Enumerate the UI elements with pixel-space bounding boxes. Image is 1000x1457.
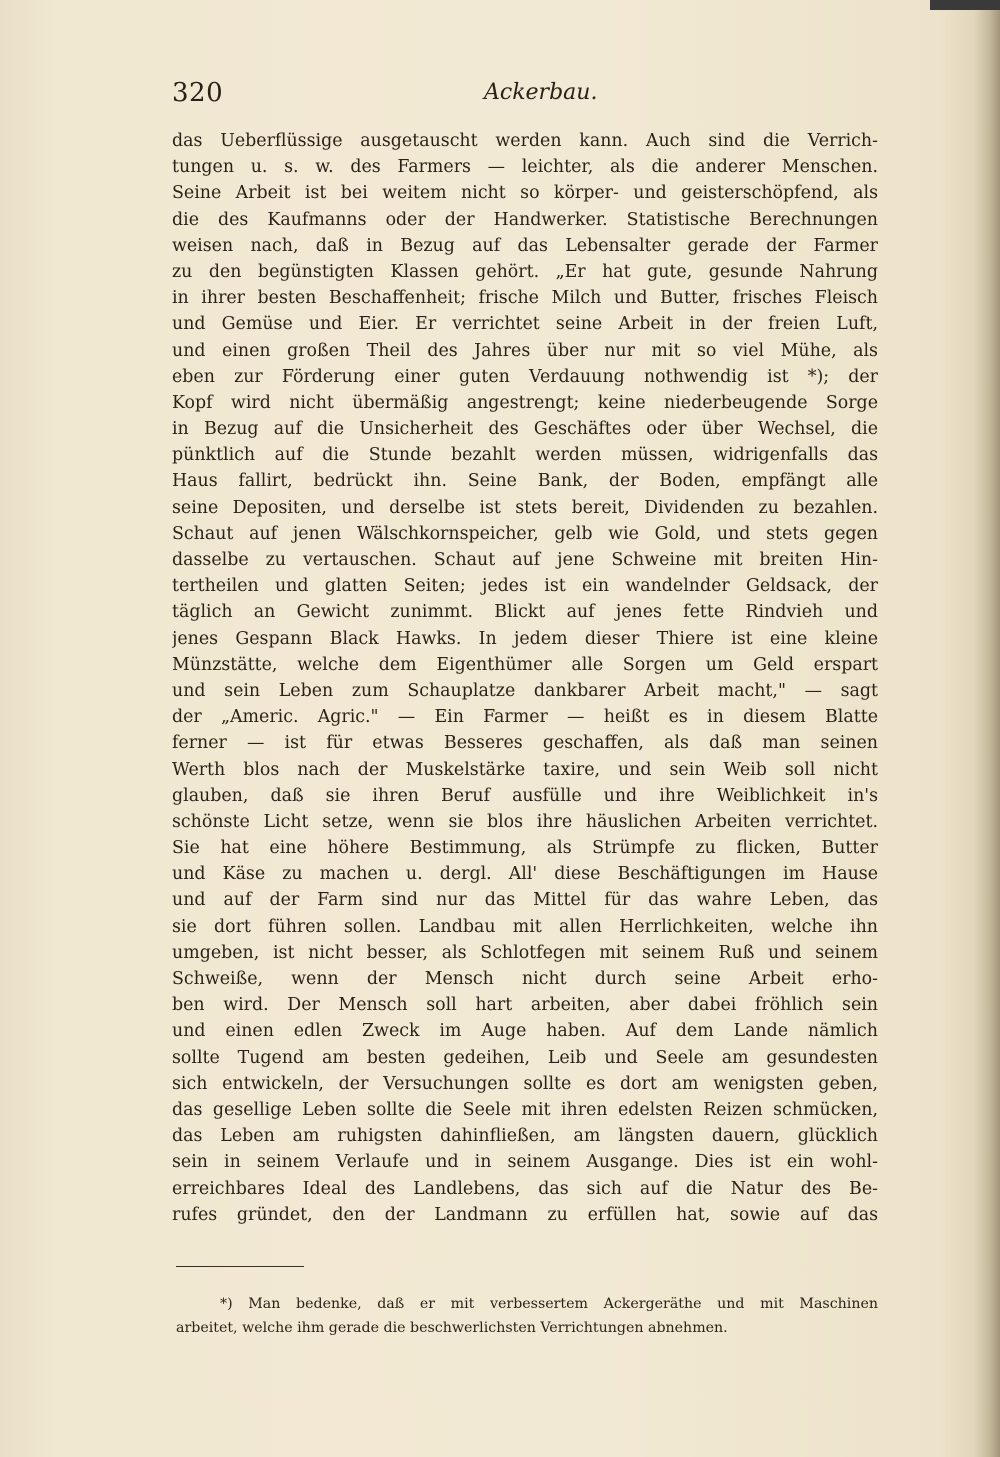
- footnote-line: arbeitet, welche ihm gerade die beschwerlichsten Verrichtungen abnehmen.: [176, 1320, 728, 1336]
- text-line: ferner — ist für etwas Besseres geschaffen, als daß man seinen: [172, 733, 878, 754]
- text-line: täglich an Gewicht zunimmt. Blickt auf jenes fette Rindvieh und: [172, 602, 878, 623]
- text-line: glauben, daß sie ihren Beruf ausfülle und ihre Weiblichkeit in's: [172, 785, 878, 806]
- text-line: schönste Licht setze, wenn sie blos ihre häuslichen Arbeiten verrichtet.: [172, 811, 878, 832]
- text-line: erreichbares Ideal des Landlebens, das sich auf die Natur des Be-: [172, 1178, 878, 1199]
- text-line: ben wird. Der Mensch soll hart arbeiten, aber dabei fröhlich sein: [172, 995, 878, 1016]
- text-line: Münzstätte, welche dem Eigenthümer alle Sorgen um Geld erspart: [172, 654, 878, 675]
- running-head: Ackerbau.: [484, 80, 598, 105]
- text-line: Sie hat eine höhere Bestimmung, als Strümpfe zu flicken, Butter: [172, 838, 878, 859]
- footnote-rule: [176, 1266, 304, 1267]
- text-line: in ihrer besten Beschaffenheit; frische Milch und Butter, frisches Fleisch: [172, 288, 878, 309]
- footnote-line: *) Man bedenke, daß er mit verbessertem Ackergeräthe und mit Maschinen: [220, 1296, 878, 1312]
- text-line: und Gemüse und Eier. Er verrichtet seine Arbeit in der freien Luft,: [172, 314, 878, 335]
- text-line: Schaut auf jenen Wälschkornspeicher, gelb wie Gold, und stets gegen: [172, 523, 878, 544]
- text-line: Haus fallirt, bedrückt ihn. Seine Bank, der Boden, empfängt alle: [172, 471, 878, 492]
- text-line: eben zur Förderung einer guten Verdauung nothwendig ist *); der: [172, 366, 878, 387]
- text-line: und einen großen Theil des Jahres über nur mit so viel Mühe, als: [172, 340, 878, 361]
- footnotes: [176, 1292, 878, 1340]
- text-line: jenes Gespann Black Hawks. In jedem dieser Thiere ist eine kleine: [172, 628, 878, 649]
- text-line: und einen edlen Zweck im Auge haben. Auf dem Lande nämlich: [172, 1021, 878, 1042]
- text-line: Kopf wird nicht übermäßig angestrengt; keine niederbeugende Sorge: [172, 392, 878, 413]
- body-text: [172, 128, 878, 1228]
- text-line: und sein Leben zum Schauplatze dankbarer Arbeit macht," — sagt: [172, 680, 878, 701]
- text-line: Werth blos nach der Muskelstärke taxire, und sein Weib soll nicht: [172, 759, 878, 780]
- text-line: das gesellige Leben sollte die Seele mit ihren edelsten Reizen schmücken,: [172, 1099, 878, 1120]
- text-line: sie dort führen sollen. Landbau mit allen Herrlichkeiten, welche ihn: [172, 916, 878, 937]
- text-line: in Bezug auf die Unsicherheit des Geschäftes oder über Wechsel, die: [172, 419, 878, 440]
- page-header: [172, 72, 884, 112]
- page-edge-shadow: [974, 0, 1000, 1457]
- text-line: tertheilen und glatten Seiten; jedes ist ein wandelnder Geldsack, der: [172, 576, 878, 597]
- text-line: pünktlich auf die Stunde bezahlt werden müssen, widrigenfalls das: [172, 445, 878, 466]
- text-line: seine Depositen, und derselbe ist stets bereit, Dividenden zu bezahlen.: [172, 497, 878, 518]
- text-line: und Käse zu machen u. dergl. All' diese Beschäftigungen im Hause: [172, 864, 878, 885]
- text-line: und auf der Farm sind nur das Mittel für das wahre Leben, das: [172, 890, 878, 911]
- text-line: zu den begünstigten Klassen gehört. „Er hat gute, gesunde Nahrung: [172, 261, 878, 282]
- text-line: dasselbe zu vertauschen. Schaut auf jene Schweine mit breiten Hin-: [172, 550, 878, 570]
- text-line: sollte Tugend am besten gedeihen, Leib und Seele am gesundesten: [172, 1047, 878, 1068]
- text-line: Seine Arbeit ist bei weitem nicht so körper- und geisterschöpfend, als: [172, 183, 878, 204]
- text-line: der „Americ. Agric." — Ein Farmer — heißt es in diesem Blatte: [172, 707, 878, 728]
- text-line: sich entwickeln, der Versuchungen sollte es dort am wenigsten geben,: [172, 1073, 878, 1094]
- text-line: das Ueberflüssige ausgetauscht werden kann. Auch sind die Verrich-: [172, 131, 878, 151]
- page-number: 320: [172, 78, 224, 108]
- text-line: Schweiße, wenn der Mensch nicht durch seine Arbeit erho-: [172, 969, 878, 989]
- text-line: weisen nach, daß in Bezug auf das Lebensalter gerade der Farmer: [172, 235, 878, 256]
- text-line: die des Kaufmanns oder der Handwerker. Statistische Berechnungen: [172, 209, 878, 230]
- text-line: das Leben am ruhigsten dahinfließen, am längsten dauern, glücklich: [172, 1126, 878, 1147]
- text-line: tungen u. s. w. des Farmers — leichter, als die anderer Menschen.: [172, 157, 878, 178]
- text-line: rufes gründet, den der Landmann zu erfüllen hat, sowie auf das: [172, 1204, 878, 1225]
- text-line: sein in seinem Verlaufe und in seinem Ausgange. Dies ist ein wohl-: [172, 1152, 878, 1173]
- scan-edge-strip: [930, 0, 1000, 10]
- text-line: umgeben, ist nicht besser, als Schlotfegen mit seinem Ruß und seinem: [172, 942, 878, 963]
